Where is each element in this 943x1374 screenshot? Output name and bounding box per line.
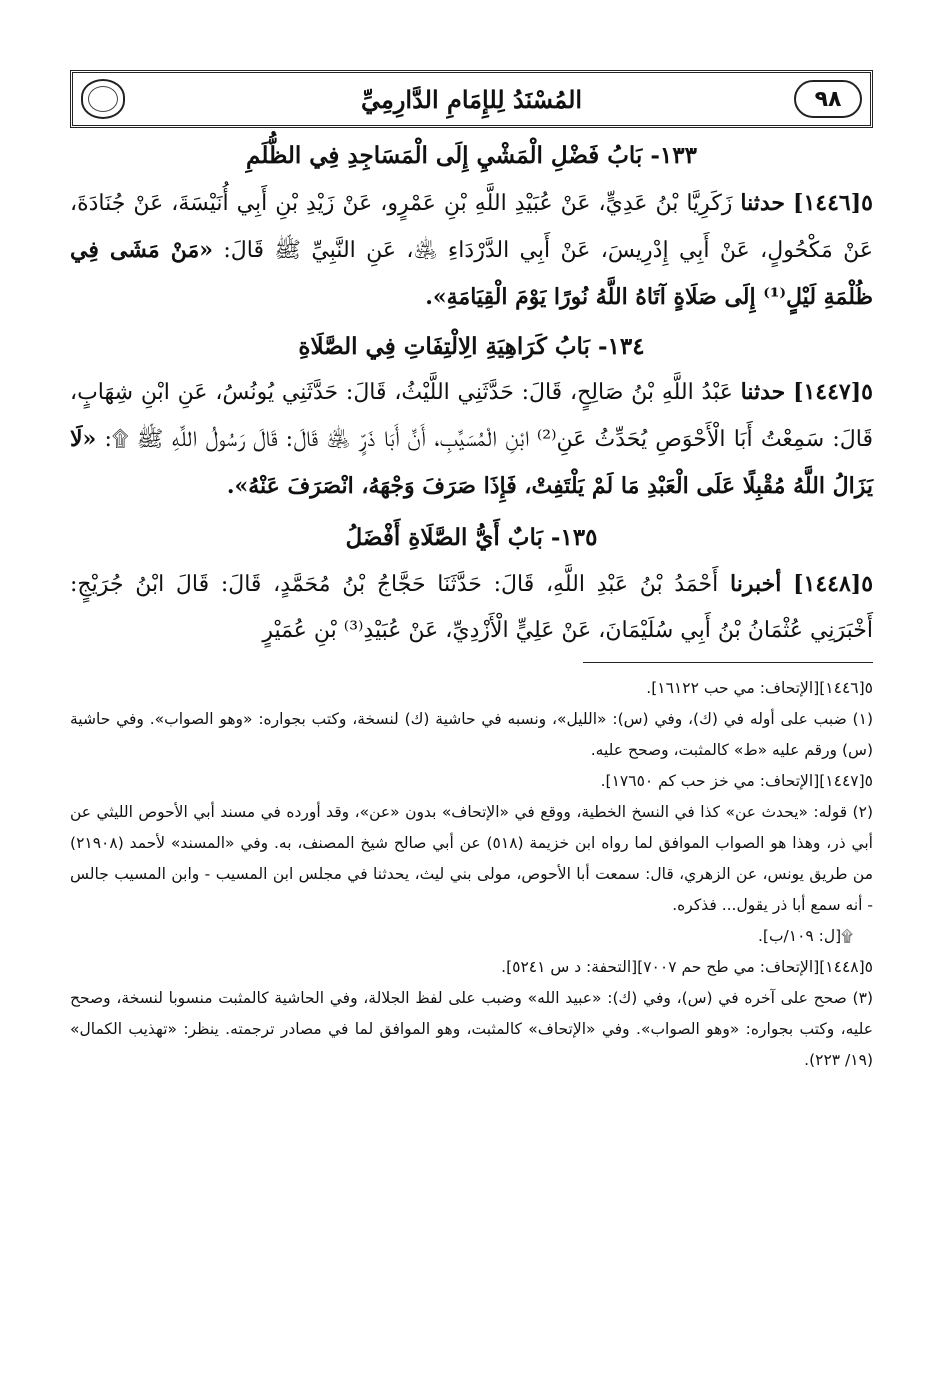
hadith-lead: حدثنا	[740, 190, 786, 217]
chapter-title: بَابُ كَرَاهِيَةِ الِالْتِفَاتِ فِي الصَّلَاةِ	[298, 333, 590, 361]
book-page	[70, 70, 873, 1076]
chapter-heading-134	[70, 331, 873, 363]
footnote-item: (٣) صحح على آخره في (س)، وفي (ك): «عبيد الله» وضبب على لفظ الجلالة، وفي الحاشية كالمثبت منسوبا لنسخة، وصحح عليه، وكتب بجواره: «وهو الصواب». وفي «الإتحاف» كالمثبت، وهو الموافق لما في مصادر ترجمته. ينظر: «تهذيب الكمال» (١٩/ ٢٢٣).	[70, 988, 873, 1069]
chapter-title: بَابُ فَضْلِ الْمَشْيِ إِلَى الْمَسَاجِدِ فِي الظُّلَمِ	[246, 142, 643, 169]
hadith-matn: «مَنْ مَشَى فِي ظُلْمَةِ لَيْلٍ⁽¹⁾ إِلَى صَلَاةٍ آتَاهُ اللَّهُ نُورًا يَوْمَ الْقِيَامَةِ».	[70, 237, 873, 311]
hadith-isnad: زَكَرِيَّا بْنُ عَدِيٍّ، عَنْ عُبَيْدِ اللَّهِ بْنِ عَمْرٍو، عَنْ زَيْدِ بْنِ أَبِي أُنَيْسَةَ، عَنْ جُنَادَةَ، عَنْ مَكْحُولٍ، عَنْ أَبِي إِدْرِيسَ، عَنْ أَبِي الدَّرْدَاءِ ﵁، عَنِ النَّبِيِّ ﷺ قَالَ:	[70, 191, 873, 264]
hadith-lead: أخبرنا	[730, 570, 782, 597]
footnote-divider	[583, 662, 873, 663]
footnote-item: (٢) قوله: «يحدث عن» كذا في النسخ الخطية، ووقع في «الإتحاف» بدون «عن»، وقد أورده في مسند أبي الأحوص الليثي عن أبي ذر، وهذا هو الصواب الموافق لما رواه ابن خزيمة (٥١٨) عن أبي صالح شيخ المصنف، به. وفي «المسند» لأحمد (٢١٩٠٨) من طريق يونس، عن الزهري، قال: سمعت أبا الأحوص، مولى بني ليث، يحدثنا في مجلس ابن المسيب - وابن المسيب جالس - أنه سمع أبا ذر يقول... فذكره.	[70, 802, 873, 914]
hadith-matn: «لَا يَزَالُ اللَّهُ مُقْبِلًا عَلَى الْعَبْدِ مَا لَمْ يَلْتَفِتْ، فَإِذَا صَرَفَ وَجْهَهُ، انْصَرَفَ عَنْهُ».	[70, 426, 873, 500]
hadith-marker: ٥[١٤٤٧]	[793, 379, 873, 406]
book-title: المُسْنَدُ لِلإِمَامِ الدَّارِمِيِّ	[360, 84, 583, 114]
chapter-heading-133	[70, 140, 873, 172]
chapter-number: ١٣٥-	[550, 524, 598, 552]
footnote-item: ٥[١٤٤٧][الإتحاف: مي خز حب كم ١٧٦٥٠].	[600, 771, 873, 790]
footnotes	[70, 673, 873, 1076]
page-header	[70, 70, 873, 128]
hadith-marker: ٥[١٤٤٦]	[793, 190, 873, 217]
ornament-seal-icon	[81, 79, 125, 119]
hadith-marker: ٥[١٤٤٨]	[793, 570, 874, 597]
chapter-heading-135	[70, 522, 873, 554]
footnote-item: ٥[١٤٤٦][الإتحاف: مي حب ١٦١٢٢].	[646, 678, 873, 697]
chapter-title: بَابٌ أَيُّ الصَّلَاةِ أَفْضَلُ	[345, 524, 543, 552]
hadith-1447	[70, 369, 873, 510]
hadith-isnad: عَبْدُ اللَّهِ بْنُ صَالِحٍ، قَالَ: حَدَّثَنِي اللَّيْثُ، قَالَ: حَدَّثَنِي يُونُسُ، عَنِ ابْنِ شِهَابٍ، قَالَ: سَمِعْتُ أَبَا الْأَحْوَصِ يُحَدِّثُ عَنِ⁽²⁾ ابْنِ الْمُسَيَّبِ، أَنَّ أَبَا ذَرٍّ ﵁ قَالَ: قَالَ رَسُولُ اللَّهِ ﷺ ۩:	[70, 380, 873, 453]
hadith-1448	[70, 561, 873, 654]
chapter-number: ١٣٣-	[650, 142, 697, 169]
hadith-1446	[70, 180, 873, 321]
chapter-number: ١٣٤-	[597, 333, 645, 361]
footnote-item: ٥[١٤٤٨][الإتحاف: مي طح حم ٧٠٠٧][التحفة: د س ٥٢٤١].	[501, 957, 873, 976]
footnote-item: ۩[ل: ١٠٩/ب].	[757, 926, 853, 945]
footnote-item: (١) ضبب على أوله في (ك)، وفي (س): «الليل»، ونسبه في حاشية (ك) لنسخة، وكتب بجواره: «وهو الصواب». وفي حاشية (س) ورقم عليه «ط» كالمثبت، وصحح عليه.	[70, 709, 873, 759]
hadith-isnad: أَحْمَدُ بْنُ عَبْدِ اللَّهِ، قَالَ: حَدَّثَنَا حَجَّاجُ بْنُ مُحَمَّدٍ، قَالَ: قَالَ ابْنُ جُرَيْجٍ: أَخْبَرَنِي عُثْمَانُ بْنُ أَبِي سُلَيْمَانَ، عَنْ عَلِيٍّ الْأَزْدِيِّ، عَنْ عُبَيْدِ⁽³⁾ بْنِ عُمَيْرٍ	[70, 571, 873, 643]
hadith-lead: حدثنا	[740, 379, 786, 406]
page-number: ٩٨	[794, 80, 862, 118]
